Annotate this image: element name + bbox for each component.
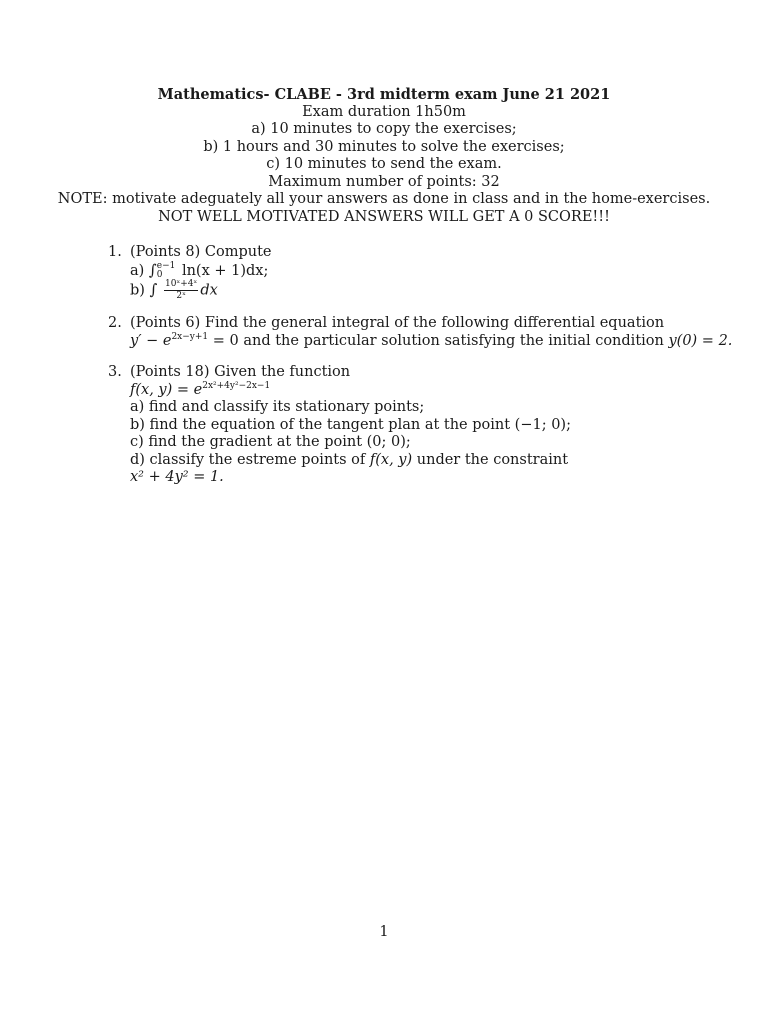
exercise-3-function [130, 382, 708, 400]
exercise-2-text: (Points 6) Find the general integral of the following differential equation [130, 315, 665, 331]
exercise-2 [108, 315, 733, 350]
exam-header [0, 86, 768, 226]
part-b-label: b) [130, 282, 145, 299]
part-d-pre: d) classify the estreme points of [130, 451, 370, 468]
part-a-label: a) [130, 262, 145, 279]
exercise-3-constraint [130, 469, 708, 487]
note: NOTE: motivate adeguately all your answers as done in class and in the home-exercises. [57, 191, 711, 207]
exercise-3-part-c: c) find the gradient at the point (0; 0); [130, 434, 411, 450]
exercise-1 [108, 244, 708, 301]
exercise-number: 1. [108, 244, 122, 260]
phase-c: c) 10 minutes to send the exam. [266, 156, 502, 172]
constraint: x² + 4y² = 1. [130, 469, 224, 485]
exercise-3-part-b: b) find the equation of the tangent plan at the point (−1; 0); [130, 416, 571, 433]
equation-exponent: 2x−y+1 [171, 331, 209, 342]
lower-limit: 0 [156, 269, 163, 280]
differential: dx [200, 282, 218, 299]
integrand: ln(x + 1)dx; [181, 262, 269, 279]
exam-duration: Exam duration 1h50m [302, 103, 466, 120]
exercise-1-part-b [130, 280, 708, 301]
part-d-post: under the constraint [412, 451, 569, 468]
integral-sign: ∫ [148, 260, 157, 279]
phase-a: a) 10 minutes to copy the exercises; [251, 121, 517, 137]
phase-b: b) 1 hours and 30 minutes to solve the exercises; [203, 138, 565, 155]
upper-limit: e−1 [156, 260, 176, 271]
equation-lhs: y′ − e [130, 332, 172, 349]
fraction [164, 280, 198, 301]
exercise-number: 2. [108, 315, 122, 331]
exercise-1-intro: (Points 8) Compute [130, 244, 272, 260]
exam-title: Mathematics- CLABE - 3rd midterm exam June 21 2021 [157, 86, 611, 103]
exercise-3 [108, 364, 708, 487]
equation-rest: = 0 and the particular solution satisfying the initial condition [208, 332, 669, 349]
fraction-denominator: 2ˣ [176, 291, 186, 301]
initial-condition: y(0) = 2. [668, 332, 733, 349]
exercise-3-part-d [130, 452, 708, 470]
fraction-numerator: 10ˣ+4ˣ [165, 279, 198, 289]
function-exponent: 2x²+4y²−2x−1 [202, 380, 271, 391]
integral-limits [157, 262, 176, 280]
integral-sign: ∫ [149, 280, 158, 299]
page-number: 1 [379, 924, 389, 940]
exercise-number: 3. [108, 364, 122, 380]
exercise-2-equation [130, 331, 733, 351]
max-points: Maximum number of points: 32 [268, 173, 500, 190]
exercise-3-intro: (Points 18) Given the function [130, 364, 351, 380]
exercise-list [108, 244, 733, 501]
warning: NOT WELL MOTIVATED ANSWERS WILL GET A 0 SCORE!!! [158, 208, 610, 225]
exercise-3-part-a: a) find and classify its stationary points; [130, 399, 425, 415]
exercise-1-part-a [130, 262, 708, 281]
function-lhs: f(x, y) = e [130, 381, 203, 398]
part-d-function: f(x, y) [369, 451, 413, 468]
